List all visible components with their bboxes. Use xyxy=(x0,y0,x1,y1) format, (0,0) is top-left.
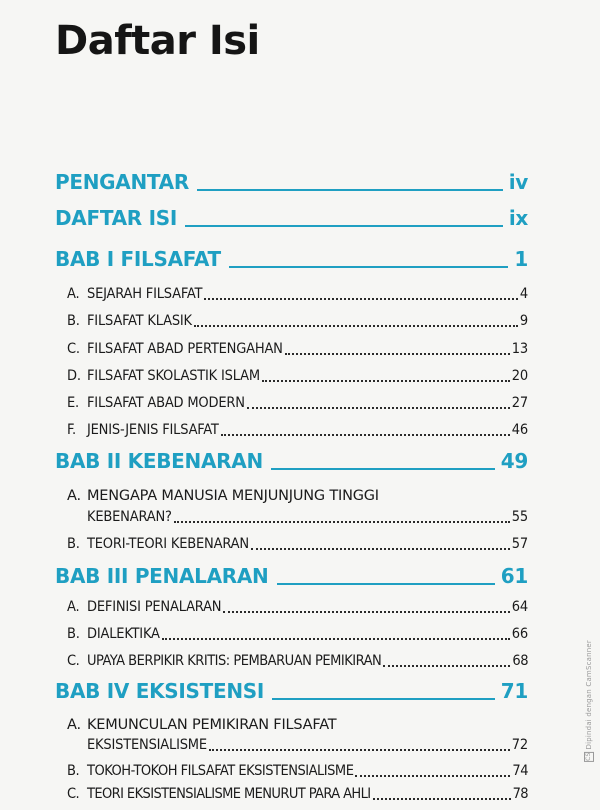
scanner-note-text: Dipindai dengan CamScanner xyxy=(585,640,593,750)
chapter-label: PENGANTAR xyxy=(55,170,189,194)
entry-page: 13 xyxy=(511,341,528,357)
chapter-pengantar[interactable] xyxy=(55,170,528,194)
toc-entry[interactable] xyxy=(67,507,528,527)
toc-entry[interactable] xyxy=(67,624,528,644)
chapter-page: ix xyxy=(508,206,528,230)
toc-entry[interactable] xyxy=(67,366,528,386)
entry-title-line1: MENGAPA MANUSIA MENJUNJUNG TINGGI xyxy=(87,488,379,504)
toc-entry[interactable] xyxy=(67,534,528,554)
entry-title: TEORI-TEORI KEBENARAN xyxy=(87,536,249,552)
dot-leader xyxy=(373,798,511,800)
entry-title: DEFINISI PENALARAN xyxy=(87,599,222,615)
chapter-page: 61 xyxy=(500,564,528,588)
entry-title-line1: KEMUNCULAN PEMIKIRAN FILSAFAT xyxy=(87,717,337,733)
chapter-bab-3[interactable] xyxy=(55,564,528,588)
entry-page: 64 xyxy=(511,599,528,615)
entry-page: 66 xyxy=(511,626,528,642)
dot-leader xyxy=(209,749,510,751)
entry-title: FILSAFAT ABAD MODERN xyxy=(87,395,245,411)
chapter-rule xyxy=(277,583,495,585)
toc-entry[interactable] xyxy=(67,784,528,804)
dot-leader xyxy=(383,665,510,667)
entry-letter: A. xyxy=(67,488,81,504)
chapter-label: BAB III PENALARAN xyxy=(55,564,269,588)
entry-letter: D. xyxy=(67,368,81,384)
entry-title: EKSISTENSIALISME xyxy=(87,737,207,753)
chapter-rule xyxy=(272,698,495,700)
entry-title: FILSAFAT KLASIK xyxy=(87,313,192,329)
dot-leader xyxy=(174,521,510,523)
chapter-page: 71 xyxy=(500,679,528,703)
entry-page: 74 xyxy=(512,763,528,779)
toc-entry[interactable] xyxy=(67,393,528,413)
dot-leader xyxy=(285,353,510,355)
entry-letter: A. xyxy=(67,599,80,615)
dot-leader xyxy=(247,407,510,409)
toc-entry-line1[interactable] xyxy=(67,715,528,735)
chapter-bab-4[interactable] xyxy=(55,679,528,703)
toc-entry[interactable] xyxy=(67,735,528,755)
chapter-page: 49 xyxy=(500,449,528,473)
chapter-rule xyxy=(229,266,509,268)
camscanner-logo-icon: CS xyxy=(585,752,592,761)
dot-leader xyxy=(355,775,510,777)
entry-letter: B. xyxy=(67,763,80,779)
chapter-label: BAB II KEBENARAN xyxy=(55,449,263,473)
entry-letter: B. xyxy=(67,313,80,329)
entry-page: 78 xyxy=(512,786,528,802)
entry-letter: A. xyxy=(67,717,81,733)
toc-entry[interactable] xyxy=(67,284,528,304)
entry-letter: B. xyxy=(67,536,80,552)
entry-letter: C. xyxy=(67,341,80,357)
chapter-rule xyxy=(197,189,503,191)
chapter-bab-1[interactable] xyxy=(55,247,528,271)
entry-page: 72 xyxy=(511,737,528,753)
entry-letter: F. xyxy=(67,422,76,438)
toc-entry[interactable] xyxy=(67,597,528,617)
dot-leader xyxy=(162,638,510,640)
chapter-label: DAFTAR ISI xyxy=(55,206,177,230)
entry-letter: C. xyxy=(67,653,80,669)
dot-leader xyxy=(204,298,518,300)
toc-entry[interactable] xyxy=(67,311,528,331)
entry-title: TOKOH-TOKOH FILSAFAT EKSISTENSIALISME xyxy=(87,763,354,779)
toc-entry-line1[interactable] xyxy=(67,486,528,506)
scanner-watermark xyxy=(584,640,594,765)
dot-leader xyxy=(251,548,510,550)
chapter-bab-2[interactable] xyxy=(55,449,528,473)
entry-title: DIALEKTIKA xyxy=(87,626,160,642)
toc-entry[interactable] xyxy=(67,761,528,781)
chapter-daftar-isi[interactable] xyxy=(55,206,528,230)
entry-page: 4 xyxy=(519,286,528,302)
chapter-page: iv xyxy=(508,170,528,194)
entry-page: 55 xyxy=(511,509,528,525)
chapter-page: 1 xyxy=(514,247,528,271)
entry-title: FILSAFAT ABAD PERTENGAHAN xyxy=(87,341,283,357)
entry-page: 68 xyxy=(512,653,528,669)
dot-leader xyxy=(194,325,518,327)
page-title: Daftar Isi xyxy=(55,18,260,64)
entry-page: 27 xyxy=(511,395,528,411)
entry-title: UPAYA BERPIKIR KRITIS: PEMBARUAN PEMIKIRAN xyxy=(87,653,382,669)
entry-letter: B. xyxy=(67,626,80,642)
entry-letter: C. xyxy=(67,786,80,802)
entry-title: JENIS-JENIS FILSAFAT xyxy=(87,422,219,438)
entry-letter: E. xyxy=(67,395,79,411)
entry-page: 20 xyxy=(511,368,528,384)
chapter-rule xyxy=(185,225,503,227)
entry-page: 46 xyxy=(511,422,528,438)
entry-title: TEORI EKSISTENSIALISME MENURUT PARA AHLI xyxy=(87,786,371,802)
entry-page: 9 xyxy=(519,313,528,329)
chapter-label: BAB IV EKSISTENSI xyxy=(55,679,265,703)
toc-entry[interactable] xyxy=(67,339,528,359)
chapter-label: BAB I FILSAFAT xyxy=(55,247,221,271)
entry-title: SEJARAH FILSAFAT xyxy=(87,286,203,302)
toc-entry[interactable] xyxy=(67,420,528,440)
entry-letter: A. xyxy=(67,286,80,302)
dot-leader xyxy=(221,434,510,436)
dot-leader xyxy=(223,611,509,613)
chapter-rule xyxy=(271,468,495,470)
entry-title: KEBENARAN? xyxy=(87,509,172,525)
entry-title: FILSAFAT SKOLASTIK ISLAM xyxy=(87,368,260,384)
toc-entry[interactable] xyxy=(67,651,528,671)
entry-page: 57 xyxy=(511,536,528,552)
dot-leader xyxy=(262,380,510,382)
